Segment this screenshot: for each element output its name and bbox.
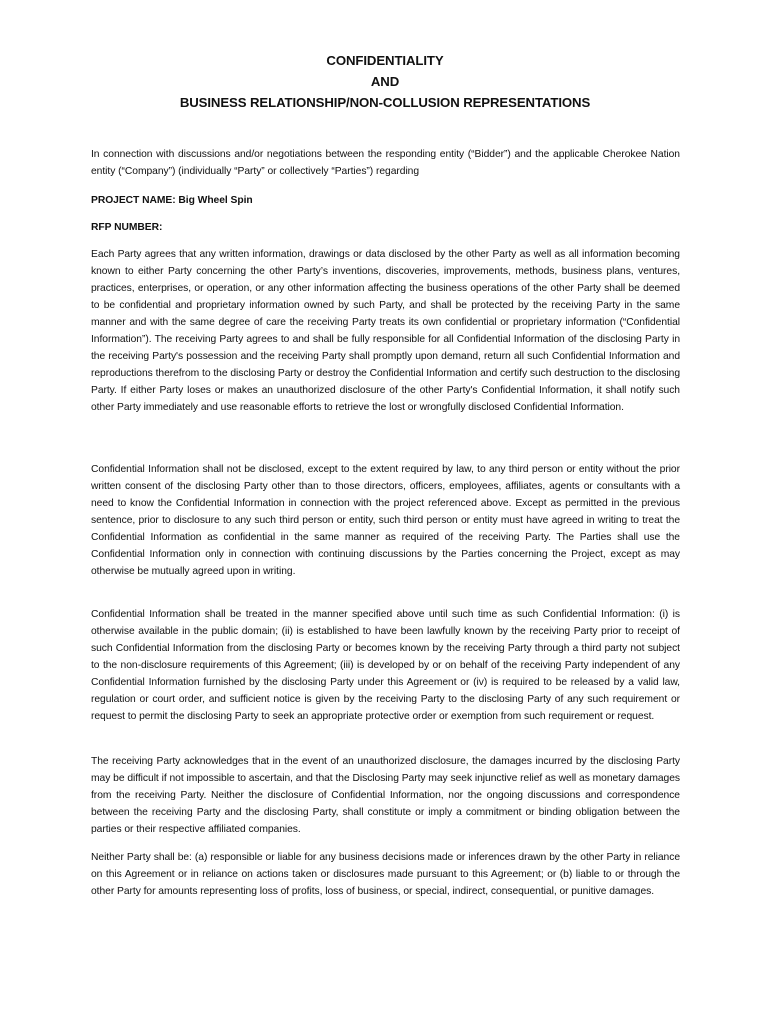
intro-paragraph: In connection with discussions and/or negotiations between the responding entity (“Bidder”) and the applicable Cherokee Nation entity (“Company”) (individually “Party” or collectively “Parties”) regarding bbox=[91, 149, 680, 177]
project-name-line: PROJECT NAME: Big Wheel Spin bbox=[91, 195, 253, 206]
paragraph-confidential-definition: Each Party agrees that any written information, drawings or data disclosed by the other Party as well as all information becoming known to either Party concerning the other Party’s inventions, discoveries, improvements, methods, business plans, ventures, practices, enterprises, or operation, or any other information affecting the business operations of the other Party shall be deemed to be confidential and proprietary information owned by such Party, and shall be protected by the receiving Party in the same manner and with the same degree of care the receiving Party treats its own confidential or proprietary information (“Confidential Information”). The receiving Party agrees to and shall be fully responsible for all Confidential Information of the disclosing Party in the receiving Party's possession and the receiving Party shall promptly upon demand, return all such Confidential Information and reproductions therefrom to the disclosing Party or destroy the Confidential Information and certify such destruction to the disclosing Party. If either Party loses or makes an unauthorized disclosure of the other Party's Confidential Information, it shall notify such other Party immediately and use reasonable efforts to retrieve the lost or wrongfully disclosed Confidential Information. bbox=[91, 249, 680, 413]
document-title bbox=[0, 50, 770, 113]
paragraph-non-disclosure: Confidential Information shall not be disclosed, except to the extent required by law, to any third person or entity without the prior written consent of the disclosing Party other than to those directors, officers, employees, affiliates, agents or consultants with a need to know the Confidential Information in connection with the project referenced above. Except as permitted in the previous sentence, prior to disclosure to any such third person or entity, such third person or entity must have agreed in writing to treat the Confidential Information as confidential in the same manner as required of the receiving Party. The Parties shall use the Confidential Information only in connection with continuing discussions by the Parties concerning the Project, except as may otherwise be mutually agreed upon in writing. bbox=[91, 464, 680, 577]
paragraph-exceptions: Confidential Information shall be treated in the manner specified above until such time as such Confidential Information: (i) is otherwise available in the public domain; (ii) is established to have been lawfully known by the receiving Party prior to receipt of such Confidential Information from the disclosing Party or becomes known by the receiving Party through a third party not subject to the non-disclosure requirements of this Agreement; (iii) is developed by or on behalf of the receiving Party independent of any Confidential Information furnished by the disclosing Party under this Agreement or (iv) is required to be released by a valid law, regulation or court order, and sufficient notice is given by the receiving Party to the disclosing Party of any such requirement or request to permit the disclosing Party to seek an appropriate protective order or exemption from such requirement or request. bbox=[91, 609, 680, 722]
title-line-3: BUSINESS RELATIONSHIP/NON-COLLUSION REPRESENTATIONS bbox=[179, 95, 591, 110]
rfp-number-line: RFP NUMBER: bbox=[91, 222, 163, 233]
paragraph-damages: The receiving Party acknowledges that in the event of an unauthorized disclosure, the damages incurred by the disclosing Party may be difficult if not impossible to ascertain, and that the Disclosing Party may seek injunctive relief as well as monetary damages from the receiving Party. Neither the disclosure of Confidential Information, nor the ongoing discussions and correspondence between the receiving Party and the disclosing Party, shall constitute or imply a commitment or binding obligation between the parties or their respective affiliated companies. bbox=[91, 756, 680, 835]
title-line-2: AND bbox=[370, 74, 400, 89]
paragraph-liability: Neither Party shall be: (a) responsible or liable for any business decisions made or inferences drawn by the other Party in reliance on this Agreement or in reliance on actions taken or disclosures made pursuant to this Agreement; or (b) liable to or through the other Party for amounts representing loss of profits, loss of business, or special, indirect, consequential, or punitive damages. bbox=[91, 852, 680, 897]
title-line-1: CONFIDENTIALITY bbox=[326, 53, 444, 68]
